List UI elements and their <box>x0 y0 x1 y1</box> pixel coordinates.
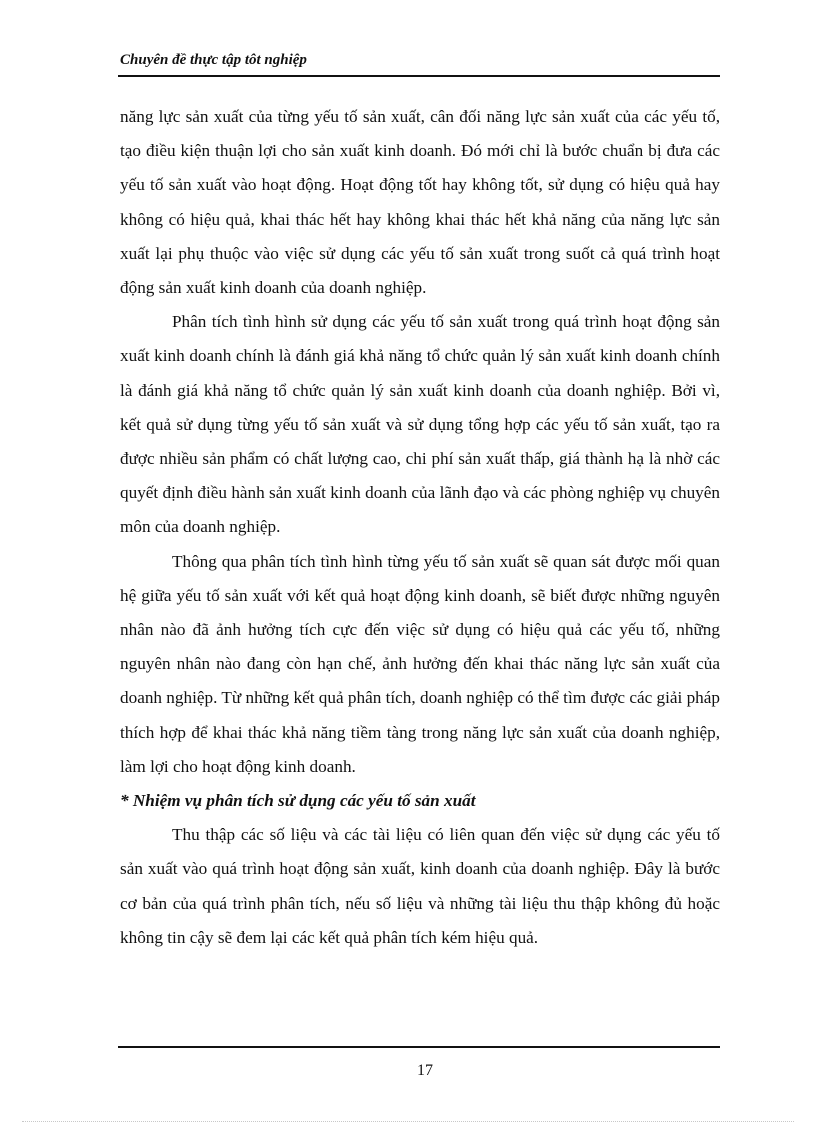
footer-rule <box>118 1046 720 1048</box>
running-header: Chuyên đề thực tập tôt nghiệp <box>120 52 307 68</box>
page-number: 17 <box>417 1062 433 1079</box>
page-edge-dotted-line <box>22 1121 794 1122</box>
section-heading: * Nhiệm vụ phân tích sử dụng các yếu tố sản xuất <box>120 791 476 811</box>
paragraph-analysis: Phân tích tình hình sử dụng các yếu tố sản xuất trong quá trình hoạt động sản xuất kinh doanh chính là đánh giá khả năng tổ chức quản lý sản xuất kinh doanh chính là đánh giá khả năng tổ chức quản lý sản xuất kinh doanh của doanh nghiệp. Bởi vì, kết quả sử dụng từng yếu tố sản xuất và sử dụng tổng hợp các yếu tố sản xuất, tạo ra được nhiều sản phẩm có chất lượng cao, chi phí sản xuất thấp, giá thành hạ là nhờ các quyết định điều hành sản xuất kinh doanh của lãnh đạo và các phòng nghiệp vụ chuyên môn của doanh nghiệp. <box>120 312 720 537</box>
paragraph-continuation: năng lực sản xuất của từng yếu tố sản xuất, cân đối năng lực sản xuất của các yếu tố, tạo điều kiện thuận lợi cho sản xuất kinh doanh. Đó mới chỉ là bước chuẩn bị đưa các yếu tố sản xuất vào hoạt động. Hoạt động tốt hay không tốt, sử dụng có hiệu quả hay không có hiệu quả, khai thác hết hay không khai thác hết khả năng của năng lực sản xuất lại phụ thuộc vào việc sử dụng các yếu tố sản xuất trong suốt cả quá trình hoạt động sản xuất kinh doanh của doanh nghiệp. <box>120 107 720 298</box>
header-rule <box>118 75 720 77</box>
page-body <box>120 100 720 955</box>
paragraph-observation: Thông qua phân tích tình hình từng yếu tố sản xuất sẽ quan sát được mối quan hệ giữa yếu tố sản xuất với kết quả hoạt động kinh doanh, sẽ biết được những nguyên nhân nào đã ảnh hưởng tích cực đến việc sử dụng có hiệu quả các yếu tố, những nguyên nhân nào đang còn hạn chế, ảnh hưởng đến khai thác năng lực sản xuất của doanh nghiệp. Từ những kết quả phân tích, doanh nghiệp có thể tìm được các giải pháp thích hợp để khai thác khả năng tiềm tàng trong năng lực sản xuất của doanh nghiệp, làm lợi cho hoạt động kinh doanh. <box>120 551 720 776</box>
paragraph-tasks: Thu thập các số liệu và các tài liệu có liên quan đến việc sử dụng các yếu tố sản xuất vào quá trình hoạt động sản xuất, kinh doanh của doanh nghiệp. Đây là bước cơ bản của quá trình phân tích, nếu số liệu và những tài liệu thu thập không đủ hoặc không tin cậy sẽ đem lại các kết quả phân tích kém hiệu quả. <box>120 825 720 947</box>
